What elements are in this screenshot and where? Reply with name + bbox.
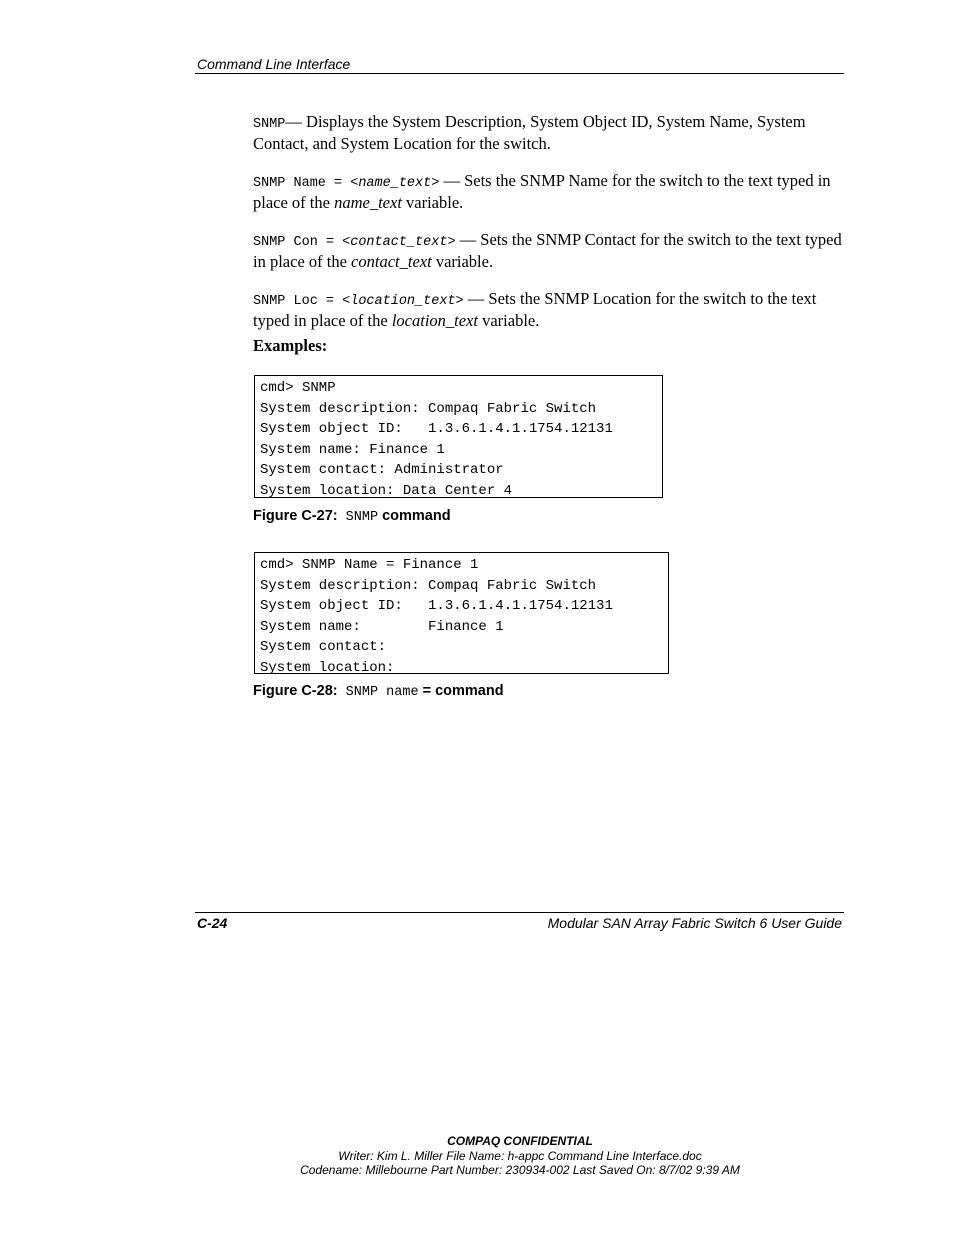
- command-descriptions: [253, 112, 845, 348]
- header-rule: [195, 73, 844, 74]
- page-number: C-24: [197, 915, 228, 931]
- em-dash: —: [463, 289, 489, 308]
- description-text: Sets the SNMP Location for the switch to the text typed in place of the: [253, 289, 817, 330]
- description-text: Sets the SNMP Contact for the switch to the text typed in place of the: [253, 230, 842, 271]
- command-variable: <location_text>: [342, 294, 464, 309]
- figure-caption: [253, 508, 451, 525]
- snmp-description: [253, 112, 845, 153]
- terminal-line: System location: Data Center 4: [260, 482, 513, 499]
- snmp-name-description: [253, 171, 845, 212]
- variable-name: location_text: [391, 311, 478, 330]
- terminal-line: System name: Finance 1: [260, 618, 504, 635]
- confidential-codename-line: Codename: Millebourne Part Number: 230934-002 Last Saved On: 8/7/02 9:39 AM: [300, 1163, 740, 1177]
- em-dash: —: [439, 171, 465, 190]
- description-text: Sets the SNMP Name for the switch to the text typed in place of the: [253, 171, 831, 212]
- description-tail: variable.: [477, 311, 540, 330]
- em-dash: —: [285, 112, 302, 131]
- description-tail: variable.: [431, 252, 494, 271]
- terminal-line: cmd> SNMP: [260, 380, 336, 396]
- confidential-title: COMPAQ CONFIDENTIAL: [447, 1134, 593, 1148]
- command-syntax: SNMP Name =: [253, 176, 351, 191]
- terminal-line: System object ID: 1.3.6.1.4.1.1754.12131: [260, 421, 613, 438]
- terminal-line: System description: Compaq Fabric Switch: [260, 577, 597, 594]
- terminal-line: System object ID: 1.3.6.1.4.1.1754.12131: [260, 598, 613, 615]
- command-syntax: SNMP Loc =: [253, 294, 343, 309]
- snmp-con-description: [253, 230, 845, 271]
- terminal-line: cmd> SNMP Name = Finance 1: [260, 557, 479, 573]
- figure-caption-text: command: [378, 508, 451, 524]
- terminal-line: System name: Finance 1: [260, 441, 445, 458]
- running-header: Command Line Interface: [197, 56, 351, 72]
- terminal-line: System contact:: [260, 639, 387, 656]
- terminal-line: System location:: [260, 659, 395, 676]
- book-title: Modular SAN Array Fabric Switch 6 User Guide: [547, 915, 842, 931]
- figure-command: SNMP: [345, 510, 379, 525]
- variable-name: name_text: [334, 193, 402, 212]
- em-dash: —: [455, 230, 481, 249]
- terminal-output-snmp-name: [254, 552, 669, 674]
- description-tail: variable.: [401, 193, 464, 212]
- terminal-line: System description: Compaq Fabric Switch: [260, 400, 597, 417]
- figure-caption: [253, 683, 504, 700]
- footer-rule: [195, 912, 844, 913]
- terminal-line: System contact: Administrator: [260, 462, 504, 479]
- examples-heading: Examples:: [253, 336, 328, 355]
- confidential-writer-line: Writer: Kim L. Miller File Name: h-appc Command Line Interface.doc: [338, 1149, 702, 1163]
- figure-label: Figure C-27:: [253, 508, 338, 524]
- description-text: Displays the System Description, System Object ID, System Name, System Contact, and System Location for the switch.: [253, 112, 806, 153]
- command-variable: <contact_text>: [342, 235, 456, 250]
- figure-caption-text: = command: [418, 683, 504, 699]
- figure-command: SNMP name: [345, 685, 419, 700]
- variable-name: contact_text: [351, 252, 432, 271]
- figure-label: Figure C-28:: [253, 683, 338, 699]
- snmp-loc-description: [253, 289, 845, 330]
- command-syntax: SNMP Con =: [253, 235, 343, 250]
- terminal-output-snmp: [254, 375, 663, 498]
- command-variable: <name_text>: [350, 176, 440, 191]
- command-syntax: SNMP: [253, 117, 286, 132]
